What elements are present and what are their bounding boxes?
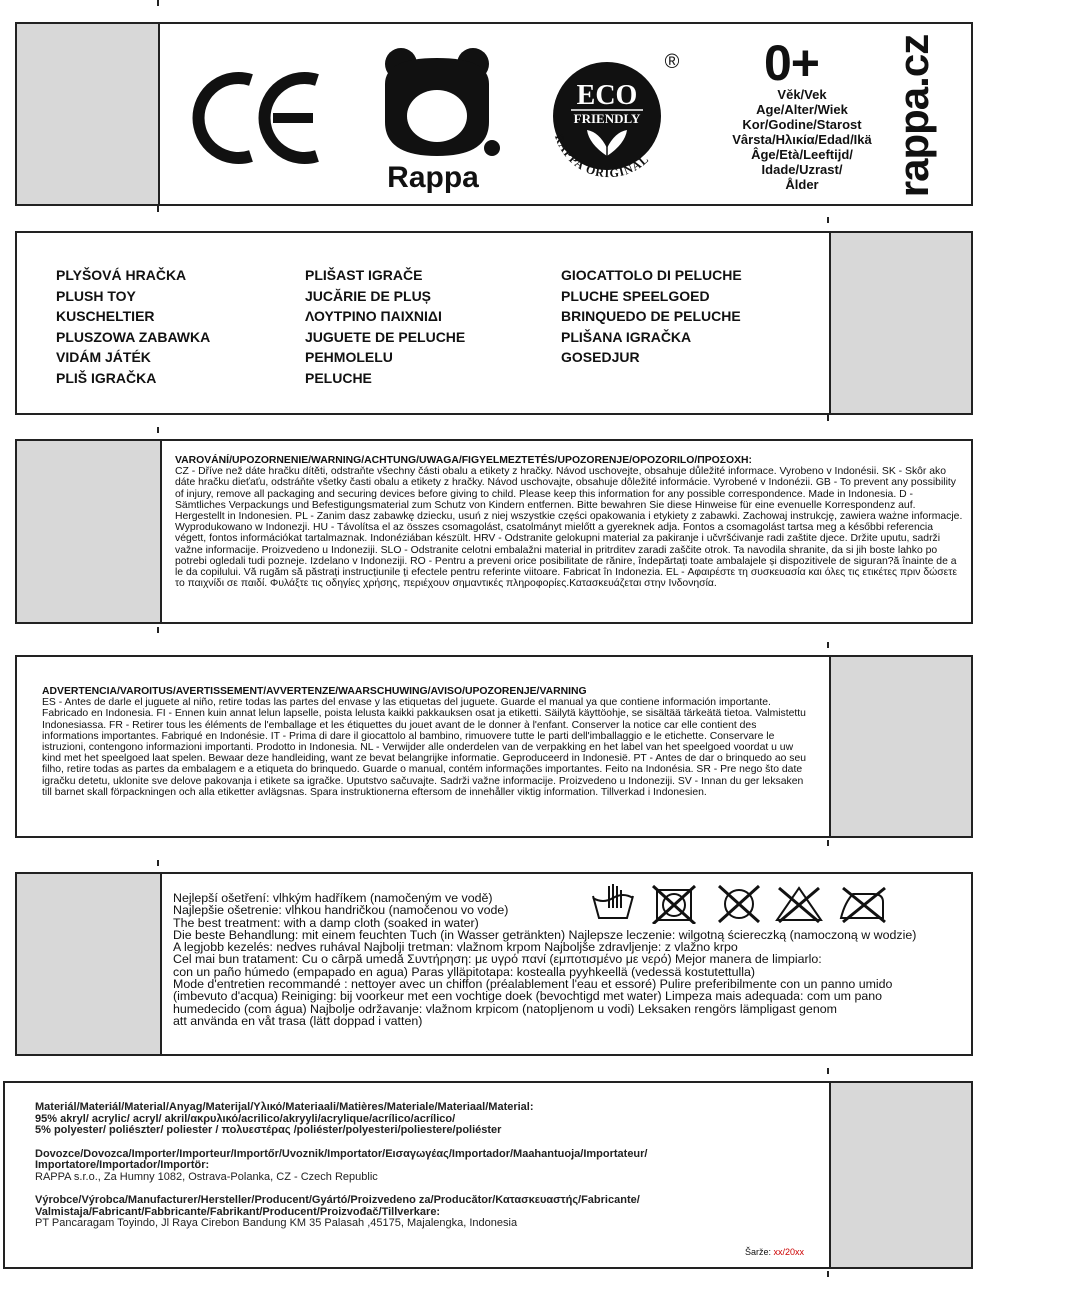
- no-dry-clean-icon: [719, 886, 759, 922]
- product-name-column-2: [305, 265, 465, 388]
- no-bleach-icon: [777, 888, 821, 922]
- care-line: Nejlepší ošetření: vlhkým hadříkem (namočeným ve vodě): [173, 891, 493, 905]
- logo-panel: CE Rappa ECO FRIENDLY RAPPA ORIGINAL ® 0+ Věk/Vek Age/Alter/Wiek Kor/Godine/Starost Vârsta/Ηλικία/Edad/Ikä Âge/Età/Leeftijd/ Idade/Uzrast/ Ålder rappa.cz: [15, 22, 973, 206]
- care-symbols: [589, 884, 889, 924]
- product-name: JUGUETE DE PELUCHE: [305, 328, 466, 345]
- warning-panel-2: [15, 655, 973, 838]
- gray-strip: [831, 657, 971, 836]
- age-line: Âge/Età/Leeftijd/: [751, 147, 853, 162]
- material-info: [35, 1102, 825, 1230]
- brand-vertical-text: rappa.cz: [890, 34, 937, 198]
- age-label-list: [717, 87, 887, 192]
- divider: [158, 24, 160, 204]
- care-line: Cel mai bun tratament: Cu o cârpă umedă Συντήρηση: με υγρό πανί (εμποτισμένο με νερό) Mejor manera de limpiarlo:: [173, 952, 822, 967]
- product-name: GOSEDJUR: [561, 349, 640, 365]
- product-name: VIDÁM JÁTÉK: [56, 349, 151, 365]
- divider: [160, 874, 162, 1054]
- gray-strip: [831, 1083, 971, 1267]
- product-name-panel: [15, 231, 973, 415]
- product-name: PLIŠANA IGRAČKA: [561, 328, 692, 345]
- ce-mark-icon: [189, 68, 329, 168]
- product-name: BRINQUEDO DE PELUCHE: [561, 308, 741, 324]
- batch-label: Šarže:: [745, 1247, 772, 1257]
- warning-text-1: [175, 455, 965, 589]
- warning-panel-1: [15, 439, 973, 624]
- rappa-bear-logo-icon: [377, 44, 507, 194]
- material-heading: Materiál/Materiál/Material/Anyag/Materijal/Υλικό/Materiaali/Matières/Materiale/Materiaal/Material:: [35, 1101, 534, 1113]
- product-name: JUCĂRIE DE PLUȘ: [305, 287, 432, 304]
- manufacturer-address: PT Pancaragam Toyindo, Jl Raya Cirebon Bandung KM 35 Palasah ,45175, Majalengka, Indonesia: [35, 1217, 518, 1229]
- product-name: ΛΟΥΤΡΙΝΟ ΠΑΙΧΝΙΔΙ: [305, 308, 442, 324]
- manufacturer-heading: Výrobce/Výrobca/Manufacturer/Hersteller/Producent/Gyártó/Proizvedeno za/Producător/Κατασκευαστής/Fabricante/: [35, 1194, 640, 1206]
- registered-mark: ®: [664, 51, 680, 73]
- eco-seal-arc-text: RAPPA ORIGINAL: [551, 132, 652, 181]
- gray-strip: [17, 441, 160, 622]
- rappa-logo-text: Rappa: [387, 161, 479, 194]
- gray-strip: [17, 24, 158, 204]
- eco-seal-top-text: ECO: [576, 80, 638, 111]
- material-composition-line: 95% akryl/ acrylic/ acryl/ akril/ακρυλικό/acrilico/akryyli/acrylique/acrílico/acrílico/: [35, 1112, 456, 1125]
- age-line: Idade/Uzrast/: [761, 162, 843, 177]
- eco-seal-middle-text: FRIENDLY: [573, 111, 641, 126]
- product-name: PLUSZOWA ZABAWKA: [56, 328, 211, 345]
- care-line: The best treatment: with a damp cloth (soaked in water): [173, 915, 479, 930]
- warning-heading: VAROVÁNÍ/UPOZORNENIE/WARNING/ACHTUNG/UWAGA/FIGYELMEZTETÉS/UPOZORENJE/OPOZORILO/ΠΡΟΣΟΧΗ:: [175, 455, 752, 466]
- material-composition-line: 5% polyester/ poliészter/ poliester / πολυεστέρας /poliéster/polyesteri/poliestere/poliéster: [35, 1124, 502, 1136]
- warning-body: CZ - Dříve než dáte hračku dítěti, odstraňte všechny části obalu a etikety z hračky. Návod uschovejte, obsahuje důležité informace. Vyrobeno v Indonésii. SK - Skôr ako dáte hračku dieťaťu, odstráňte všetky časti obalu a etikety z hračky. Návod uschovajte, obsahuje dôležité informácie. Vyrobené v Indonézii. GB - To prevent any possibility of injury, remove all packaging and securing devices before giving to child. Please keep this information for any possible correspondence. Made in Indonesia. D - Sämtliches Verpackungs und Befestigungsmaterial zum Schutz von Kindern entfernen. Bitte bewahren Sie diese Hinweise für eine evenuelle Korrespondenz auf. Hergestellt in Indonesien. PL - Zanim dasz zabawkę dziecku, usuń z niej wszystkie części opakowania i etykiety z zabawki. Zachowaj instrukcję, zawiera ważne informacje. Wyprodukowano w Indonezji. HU - Távolítsa el az összes csomagolást, csatolmányt mielőtt a gyereknek adja. Fontos a csomagolást tartsa meg a későbbi referencia végett, fontos információkat tartalmaznak. Indonéziában készült. HRV - Odstranite gelokupni material za pakiranje i učvršćivanje radi zaštite djece. Držite uputu, sadrži važne informacije. Proizvedeno u Indoneziji. SLO - Odstranite celotni embalažni material in pritrditev zaradi zaščite otrok. Ta navodila shranite, da si jih boste lahko po potrebi ogledali tudi pozneje. Izdelano v Indoneziji. RO - Pentru a preveni orice posibilitate de rănire, îndepărtați toate ambalajele și dispozitivele de siguran?ă înainte de a le da copilului. Vă rugăm să păstrați instrucțiunile ți efectele pentru referinte viitoare. Fabricat în Indonezia. EL - Αφαιρέστε τη συσκευασία και όλες τις ετικέτες πριν δώσετε το παιχνίδι σε παιδί. Φυλάξτε τις οδηγίες χρήσης, περιέχουν σημαντικές πληροφορίες.Κατασκευάζεται στην Ινδονησία.: [175, 466, 963, 590]
- product-name: PLUSH TOY: [56, 287, 136, 304]
- importer-heading: Dovozce/Dovozca/Importer/Importeur/Importőr/Uvoznik/Importator/Εισαγωγέας/Importador/Maahantuoja/Importateur/: [35, 1147, 648, 1160]
- care-line: humedecido (com água) Najbolje održavanje: vlažnom krpicom (natopljenom u vodi) Leksaken rengörs lämpligast genom: [173, 1001, 837, 1016]
- age-line: Age/Alter/Wiek: [756, 102, 848, 117]
- manufacturer-heading: Valmistaja/Fabricant/Fabbricante/Fabrikant/Producent/Proizvođač/Tillverkare:: [35, 1205, 441, 1218]
- warning-text-2: [42, 686, 812, 798]
- product-name: GIOCATTOLO DI PELUCHE: [561, 267, 742, 283]
- product-name-column-3: [561, 265, 742, 368]
- age-line: Ålder: [785, 177, 819, 192]
- batch-number: [745, 1247, 804, 1257]
- age-line: Kor/Godine/Starost: [742, 117, 862, 132]
- care-panel: [15, 872, 973, 1056]
- product-name: PLIŠ IGRAČKA: [56, 369, 157, 386]
- care-line: (imbevuto d'acqua) Reiniging: bij voorkeur met een vochtige doek (bevochtigd met water) Limpeza mais adequada: com um pano: [173, 989, 883, 1004]
- product-name: PLYŠOVÁ HRAČKA: [56, 267, 187, 283]
- gray-strip: [831, 233, 971, 413]
- care-line: att använda en våt trasa (lätt doppad i vatten): [173, 1013, 423, 1028]
- hand-wash-icon: [593, 884, 633, 918]
- no-iron-icon: [841, 888, 885, 922]
- product-name: KUSCHELTIER: [56, 308, 155, 324]
- age-line: Vârsta/Ηλικία/Edad/Ikä: [732, 132, 872, 147]
- ce-mark-label: CE: [189, 68, 191, 69]
- warning-body: ES - Antes de darle el juguete al niño, retire todas las partes del envase y las etiquetas del juguete. Guarde el manual ya que contiene información importante. Fabricado en Indonesia. FI - Ennen kuin annat lelun lapselle, poista lelusta kaikki pakkauksen osat ja etiketti. Säilytä käyttöohje, se sisältää tärkeätä tietoa. Valmistettu Indonesiassa. FR - Retirer tous les éléments de l'emballage et les étiquettes du jouet avant de le donner à l'enfant. Conserver la notice car elle contient des informations importantes. Fabriqué en Indonésie. IT - Prima di dare il giocattolo al bambino, rimuovere tutte le parti dell'imballaggio e le etichette. Conservare le istruzioni, contengono informazioni importanti. Prodotto in Indonesia. NL - Verwijder alle onderdelen van de verpakking en het label van het speelgoed voordat u uw kind met het speelgoed laat spelen. Bewaar deze handleiding, want ze bevat belangrijke informatie. Geproduceerd in Indonesië. PT - Antes de dar o brinquedo ao seu filho, retire todas as partes da embalagem e a etiqueta do brinquedo. Guarde o manual, contém informações importantes. Feito na Indonésia. SR - Pre nego što date igračku detetu, uklonite sve delove pakovanja i etikete sa igračke. Uputstvo sačuvajte. Sadrži važne informacije. Proizvedeno u Indoneziji. SV - Innan du ger leksaken till barnet skall förpackningen och alla etiketter avlägsnas. Spara instruktionerna eftersom de innehåller viktig information. Tillverkad i Indonesien.: [42, 697, 807, 798]
- eco-friendly-seal-icon: [537, 44, 687, 194]
- product-name: PELUCHE: [305, 369, 372, 386]
- product-name: PEHMOLELU: [305, 349, 393, 365]
- batch-value: xx/20xx: [773, 1247, 805, 1257]
- material-panel: [3, 1081, 973, 1269]
- care-line: A legjobb kezelés: nedves ruhával Najbolji tretman: vlažnom krpom Najboljše zdravljenje: z vlažno krpo: [173, 940, 738, 955]
- importer-address: RAPPA s.r.o., Za Humny 1082, Ostrava-Polanka, CZ - Czech Republic: [35, 1170, 378, 1183]
- care-line: Mode d'entretien recommandé : nettoyer avec un chiffon (préalablement l'eau et essoré) Pulire preferibilmente con un panno umido: [173, 977, 893, 992]
- age-line: Věk/Vek: [777, 87, 827, 102]
- no-tumble-dry-icon: [653, 886, 695, 924]
- care-line: Die beste Behandlung: mit einem feuchten Tuch (in Wasser getränkten) Najlepsze leczenie: wilgotną ściereczką (namoczoną w wodzie): [173, 927, 917, 942]
- care-line: con un paño húmedo (empapado en agua) Paras ylläpitotapa: kostealla pyyhkeellä (vedessä kostutettulla): [173, 964, 756, 979]
- warning-heading: ADVERTENCIA/VAROITUS/AVERTISSEMENT/AVVERTENZE/WAARSCHUWING/AVISO/UPOZORENJE/VARNING: [42, 686, 587, 697]
- product-name: PLIŠAST IGRAČE: [305, 267, 423, 283]
- importer-heading: Importatore/Importador/Importör:: [35, 1159, 210, 1171]
- care-line: Najlepšie ošetrenie: vlhkou handričkou (namočenou vo vode): [173, 903, 509, 918]
- product-name: PLUCHE SPEELGOED: [561, 287, 710, 304]
- divider: [160, 441, 162, 622]
- product-name-column-1: [56, 265, 210, 388]
- gray-strip: [17, 874, 160, 1054]
